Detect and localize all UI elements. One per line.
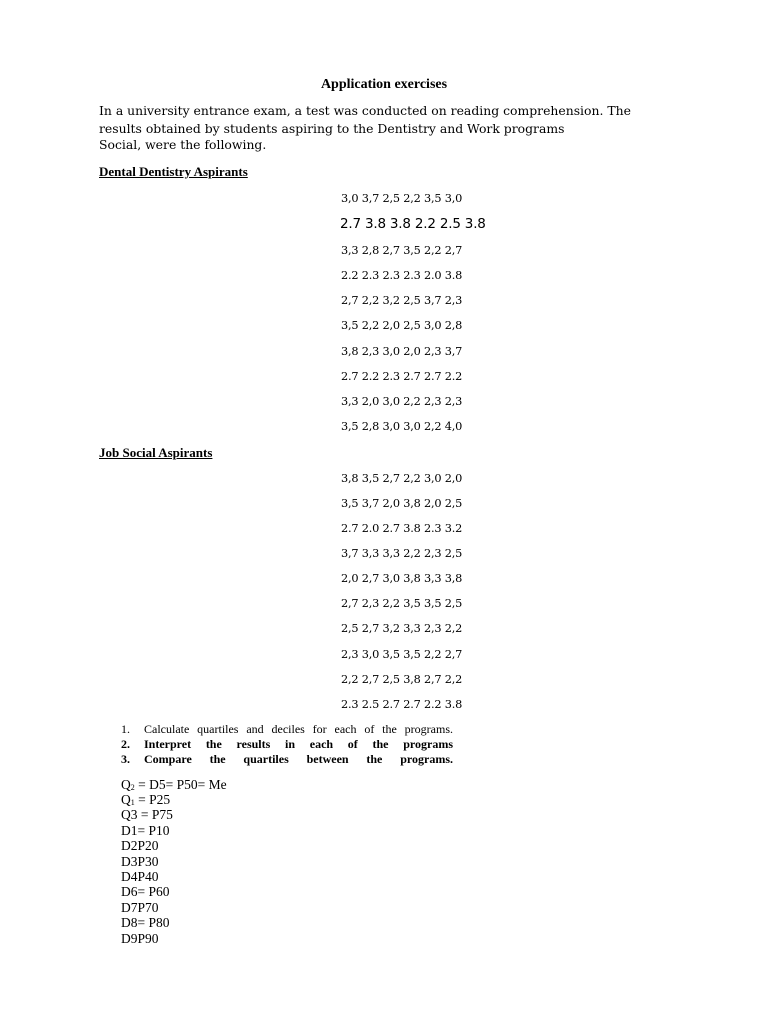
formula-line: D6= P60 (121, 884, 170, 899)
dentistry-row: 2.7 2.2 2.3 2.7 2.7 2.2 (341, 370, 463, 383)
dentistry-row: 3,5 2,2 2,0 2,5 3,0 2,8 (341, 319, 463, 332)
dentistry-row: 3,8 2,3 3,0 2,0 2,3 3,7 (341, 345, 463, 358)
dentistry-row: 2.7 3.8 3.8 2.2 2.5 3.8 (340, 216, 486, 232)
formula-line: D8= P80 (121, 915, 170, 930)
social-row: 2,3 3,0 3,5 3,5 2,2 2,7 (341, 648, 463, 661)
task-text: Compare the quartiles between the programs. (144, 752, 453, 766)
social-row: 2.3 2.5 2.7 2.7 2.2 3.8 (341, 698, 463, 711)
social-row: 3,8 3,5 2,7 2,2 3,0 2,0 (341, 472, 463, 485)
intro-line-3: Social, were the following. (99, 137, 267, 152)
formula-line: D1= P10 (121, 823, 170, 838)
social-heading: Job Social Aspirants (99, 445, 213, 460)
task-text: Interpret the results in each of the programs (144, 737, 453, 751)
task-number: 3. (121, 752, 130, 766)
page-title: Application exercises (320, 77, 448, 92)
intro-line-2: results obtained by students aspiring to the Dentistry and Work programs (99, 121, 565, 136)
task-item (121, 722, 453, 737)
social-row: 2.7 2.0 2.7 3.8 2.3 3.2 (341, 522, 463, 535)
dentistry-row: 3,0 3,7 2,5 2,2 3,5 3,0 (341, 192, 463, 205)
task-item (121, 752, 453, 767)
task-item (121, 737, 453, 752)
social-row: 2,7 2,3 2,2 3,5 3,5 2,5 (341, 597, 463, 610)
dentistry-row: 3,5 2,8 3,0 3,0 2,2 4,0 (341, 420, 463, 433)
dentistry-heading: Dental Dentistry Aspirants (99, 164, 248, 179)
social-row: 2,0 2,7 3,0 3,8 3,3 3,8 (341, 572, 463, 585)
formula-line: D7P70 (121, 900, 159, 915)
dentistry-row: 3,3 2,0 3,0 2,2 2,3 2,3 (341, 395, 463, 408)
formula-line: D9P90 (121, 931, 159, 946)
intro-line-1: In a university entrance exam, a test was conducted on reading comprehension. The (99, 103, 631, 118)
task-number: 2. (121, 737, 130, 751)
dentistry-row: 2,7 2,2 3,2 2,5 3,7 2,3 (341, 294, 463, 307)
formula-line: D4P40 (121, 869, 159, 884)
task-text: Calculate quartiles and deciles for each of the programs. (144, 722, 453, 736)
dentistry-row: 2.2 2.3 2.3 2.3 2.0 3.8 (341, 269, 463, 282)
formula-q1: $Q_1 = P25$ (121, 792, 171, 807)
formula-q2: $Q_2 = D5= P50= Me$ (121, 777, 227, 792)
formula-line: D3P30 (121, 854, 159, 869)
task-number: 1. (121, 722, 130, 736)
social-row: 2,2 2,7 2,5 3,8 2,7 2,2 (341, 673, 463, 686)
social-row: 3,7 3,3 3,3 2,2 2,3 2,5 (341, 547, 463, 560)
social-row: 3,5 3,7 2,0 3,8 2,0 2,5 (341, 497, 463, 510)
dentistry-row: 3,3 2,8 2,7 3,5 2,2 2,7 (341, 244, 463, 257)
formula-line: D2P20 (121, 838, 159, 853)
formula-line: Q3 = P75 (121, 807, 173, 822)
social-row: 2,5 2,7 3,2 3,3 2,3 2,2 (341, 622, 463, 635)
